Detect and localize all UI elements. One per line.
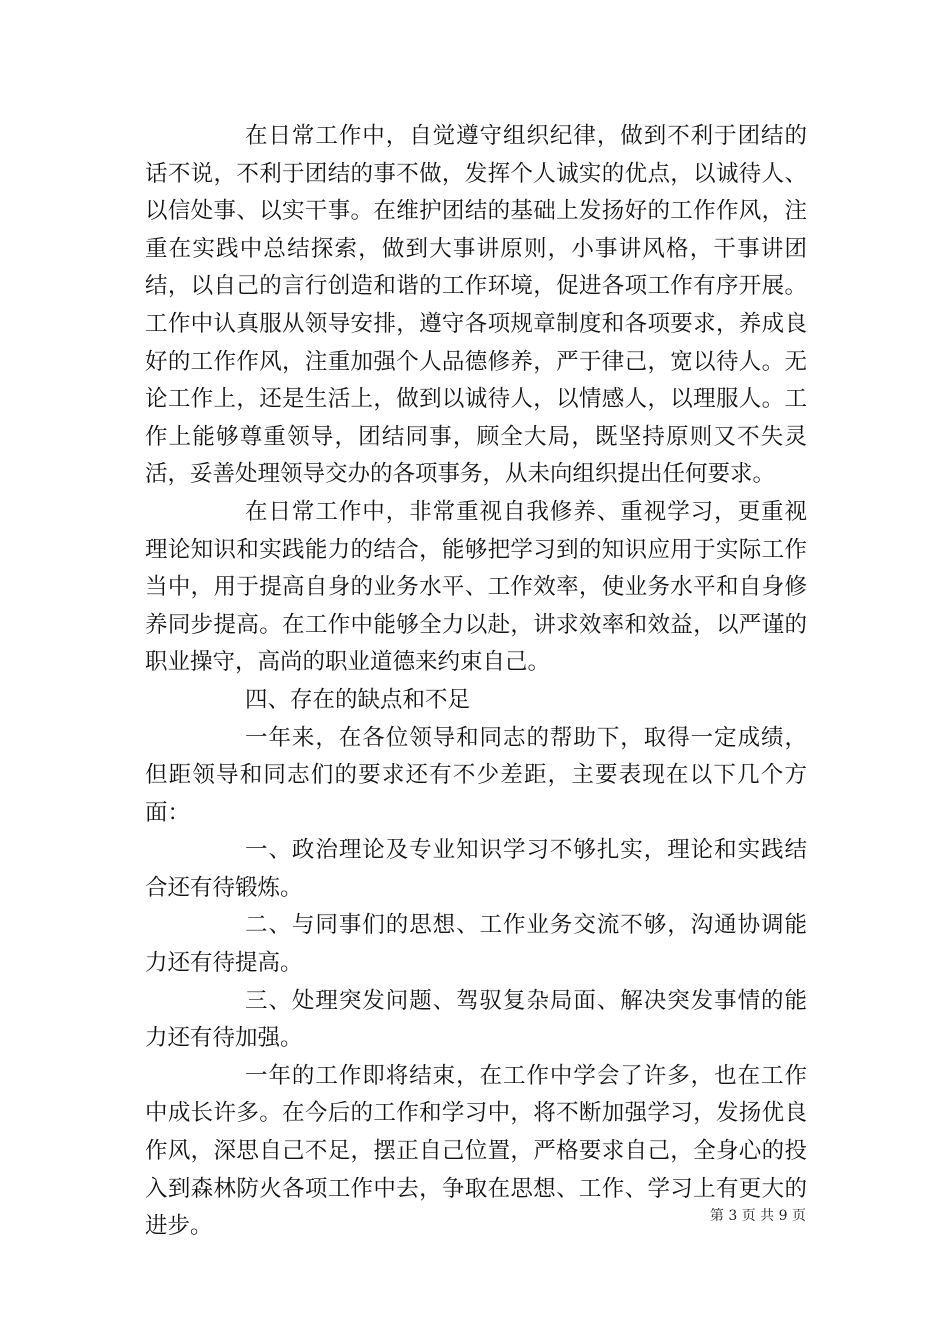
paragraph-self-cultivation: 在日常工作中，非常重视自我修养、重视学习，更重视理论知识和实践能力的结合，能够把学习到的知识应用于实际工作当中，用于提高自身的业务水平、工作效率，使业务水平和自身修养同步提高。在工作中能够全力以赴，讲求效率和效益，以严谨的职业操守，高尚的职业道德来约束自己。 [145,498,807,676]
document-body [145,118,807,1246]
page-number-footer: 第 3 页 共 9 页 [709,1208,806,1224]
shortcoming-item-2: 二、与同事们的思想、工作业务交流不够，沟通协调能力还有待提高。 [145,912,807,977]
shortcoming-item-1: 一、政治理论及专业知识学习不够扎实，理论和实践结合还有待锻炼。 [145,837,807,901]
section-heading-shortcomings: 四、存在的缺点和不足 [245,686,471,713]
shortcoming-item-3: 三、处理突发问题、驾驭复杂局面、解决突发事情的能力还有待加强。 [145,987,807,1052]
paragraph-unity-discipline: 在日常工作中，自觉遵守组织纪律，做到不利于团结的话不说，不利于团结的事不做，发挥个人诚实的优点，以诚待人、以信处事、以实干事。在维护团结的基础上发扬好的工作作风，注重在实践中总结探索，做到大事讲原则，小事讲风格，干事讲团结，以自己的言行创造和谐的工作环境，促进各项工作有序开展。工作中认真服从领导安排，遵守各项规章制度和各项要求，养成良好的工作作风，注重加强个人品德修养，严于律己，宽以待人。无论工作上，还是生活上，做到以诚待人，以情感人，以理服人。工作上能够尊重领导，团结同事，顾全大局，既坚持原则又不失灵活，妥善处理领导交办的各项事务，从未向组织提出任何要求。 [145,123,807,488]
paragraph-conclusion: 一年的工作即将结束，在工作中学会了许多，也在工作中成长许多。在今后的工作和学习中，将不断加强学习，发扬优良作风，深思自己不足，摆正自己位置，严格要求自己，全身心的投入到森林防火各项工作中去，争取在思想、工作、学习上有更大的进步。 [145,1062,807,1240]
paragraph-shortcomings-intro: 一年来，在各位领导和同志的帮助下，取得一定成绩，但距领导和同志们的要求还有不少差距，主要表现在以下几个方面： [145,724,807,826]
